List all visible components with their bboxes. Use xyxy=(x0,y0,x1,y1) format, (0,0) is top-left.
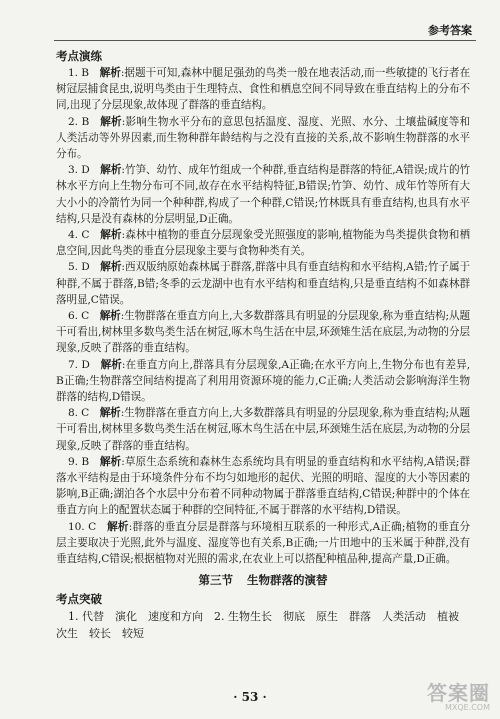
answer-number: 5. D xyxy=(68,261,90,274)
page-content xyxy=(56,48,470,642)
answer-item xyxy=(56,519,470,568)
analysis-text: :竹笋、幼竹、成年竹组成一个种群,垂直结构是群落的特征,A错误;成片的竹林水平方向上生物分布可不同,故存在水平结构特征,B错误;竹笋、幼竹、成年竹等所有大大小小的冷箭竹为同一个种种群,构成了一个种群,C错误;竹林既具有垂直结构,也具有水平结构,只是没有森林的分层明显,D正确。 xyxy=(56,164,470,225)
answer-item xyxy=(56,227,470,259)
analysis-text: :群落的垂直分层是群落与环境相互联系的一种形式,A正确;植物的垂直分层主要取决于光照,此外与温度、湿度等也有关系,B正确;一片田地中的玉米属于种群,没有垂直结构,C错误;根据植物对光照的需求,在农业上可以搭配种植品种,提高产量,D正确。 xyxy=(56,520,470,566)
answer-item xyxy=(56,357,470,406)
answer-item xyxy=(56,308,470,357)
answer-item xyxy=(56,65,470,114)
chapter-title: 生物群落的演替 xyxy=(247,573,328,588)
analysis-label: 解析 xyxy=(99,455,122,468)
analysis-text: :草原生态系统和森林生态系统均具有明显的垂直结构和水平结构,A错误;群落水平结构是由于环境条件分布不均匀如地形的起伏、光照的明暗、湿度的大小等因素的影响,B正确;湖泊各个水层中分布着不同种动物属于群落垂直结构,C错误;种群中的个体在垂直方向上的配置状态属于种群的空间特征,不属于群落的水平结构,D错误。 xyxy=(56,455,470,517)
answer-number: 2. B xyxy=(68,115,90,128)
answer-list xyxy=(56,65,470,567)
answer-number: 7. D xyxy=(68,358,90,371)
answer-number: 4. C xyxy=(68,229,90,242)
analysis-text: :生物群落在垂直方向上,大多数群落具有明显的分层现象,称为垂直结构;从题干可看出,树林里多数鸟类生活在树冠,啄木鸟生活在中层,环颈雉生活在底层,为动物的分层现象,反映了群落的垂直结构。 xyxy=(56,407,470,452)
watermark-url: MXQE.COM xyxy=(444,703,490,712)
chapter-section-number: 第三节 xyxy=(198,573,233,588)
answer-number: 6. C xyxy=(68,310,90,323)
answer-item xyxy=(56,454,470,519)
analysis-text: :森林中植物的垂直分层现象受光照强度的影响,植物能为鸟类提供食物和栖息空间,因此鸟类的垂直分层现象主要与食物种类有关。 xyxy=(56,229,470,258)
analysis-label: 解析 xyxy=(99,407,121,420)
answer-number: 10. C xyxy=(68,520,97,533)
analysis-label: 解析 xyxy=(100,115,122,128)
analysis-label: 解析 xyxy=(99,67,121,79)
fill-in-answers: 1. 代替 演化 速度和方向 2. 生物生长 彻底 原生 群落 人类活动 植被 次生 较长 较短 xyxy=(56,610,470,641)
page-number: · 53 · xyxy=(233,690,267,704)
section-title-practice: 考点演练 xyxy=(56,49,102,63)
watermark-logo-text: 答案圈 xyxy=(427,681,490,705)
analysis-label: 解析 xyxy=(100,229,122,242)
analysis-text: :西双版纳原始森林属于群落,群落中具有垂直结构和水平结构,A错;竹子属于种群,不属于群落,B错;冬季的云龙湖中也有水平结构和垂直结构,只是垂直结构不如森林群落明显,C错误。 xyxy=(56,261,470,306)
section-title-breakthrough: 考点突破 xyxy=(56,592,102,607)
analysis-text: :影响生物水平分布的意思包括温度、湿度、光照、水分、土壤盐碱度等和人类活动等外界因素,而生物种群年龄结构与之没有直接的关系,故不影响生物群落的水平分布。 xyxy=(56,115,470,161)
answer-item xyxy=(56,162,470,227)
analysis-label: 解析 xyxy=(107,520,129,533)
header-divider xyxy=(54,40,476,41)
answer-item xyxy=(56,259,470,308)
answer-item xyxy=(56,114,470,163)
answer-number: 8. C xyxy=(68,407,90,420)
analysis-label: 解析 xyxy=(100,358,122,371)
page-header-title: 参考答案 xyxy=(428,24,472,37)
analysis-text: :生物群落在垂直方向上,大多数群落具有明显的分层现象,称为垂直结构;从题干可看出,树林里多数鸟类生活在树冠,啄木鸟生活在中层,环颈雉生活在底层,为动物的分层现象,反映了群落的垂直结构。 xyxy=(56,310,470,355)
analysis-text: :据题干可知,森林中腿足强劲的鸟类一般在地表活动,而一些敏捷的飞行者在树冠层捕食昆虫,说明鸟类由于生理特点、食性和栖息空间不同导致在垂直结构上的分布不同,出现了分层现象,故体现了群落的垂直结构。 xyxy=(56,67,470,112)
chapter-heading xyxy=(56,571,470,589)
answer-number: 3. D xyxy=(68,164,90,177)
answer-item xyxy=(56,405,470,454)
site-watermark xyxy=(427,683,490,713)
answer-number: 1. B xyxy=(68,67,89,79)
answer-number: 9. B xyxy=(68,455,90,468)
analysis-label: 解析 xyxy=(100,164,122,177)
analysis-label: 解析 xyxy=(99,310,121,323)
analysis-text: :在垂直方向上,群落具有分层现象,A正确;在水平方向上,生物分布也有差异,B正确;生物群落空间结构提高了利用用资源环境的能力,C正确;人类活动会影响海洋生物群落的结构,D错误。 xyxy=(56,358,470,404)
analysis-label: 解析 xyxy=(100,261,122,274)
